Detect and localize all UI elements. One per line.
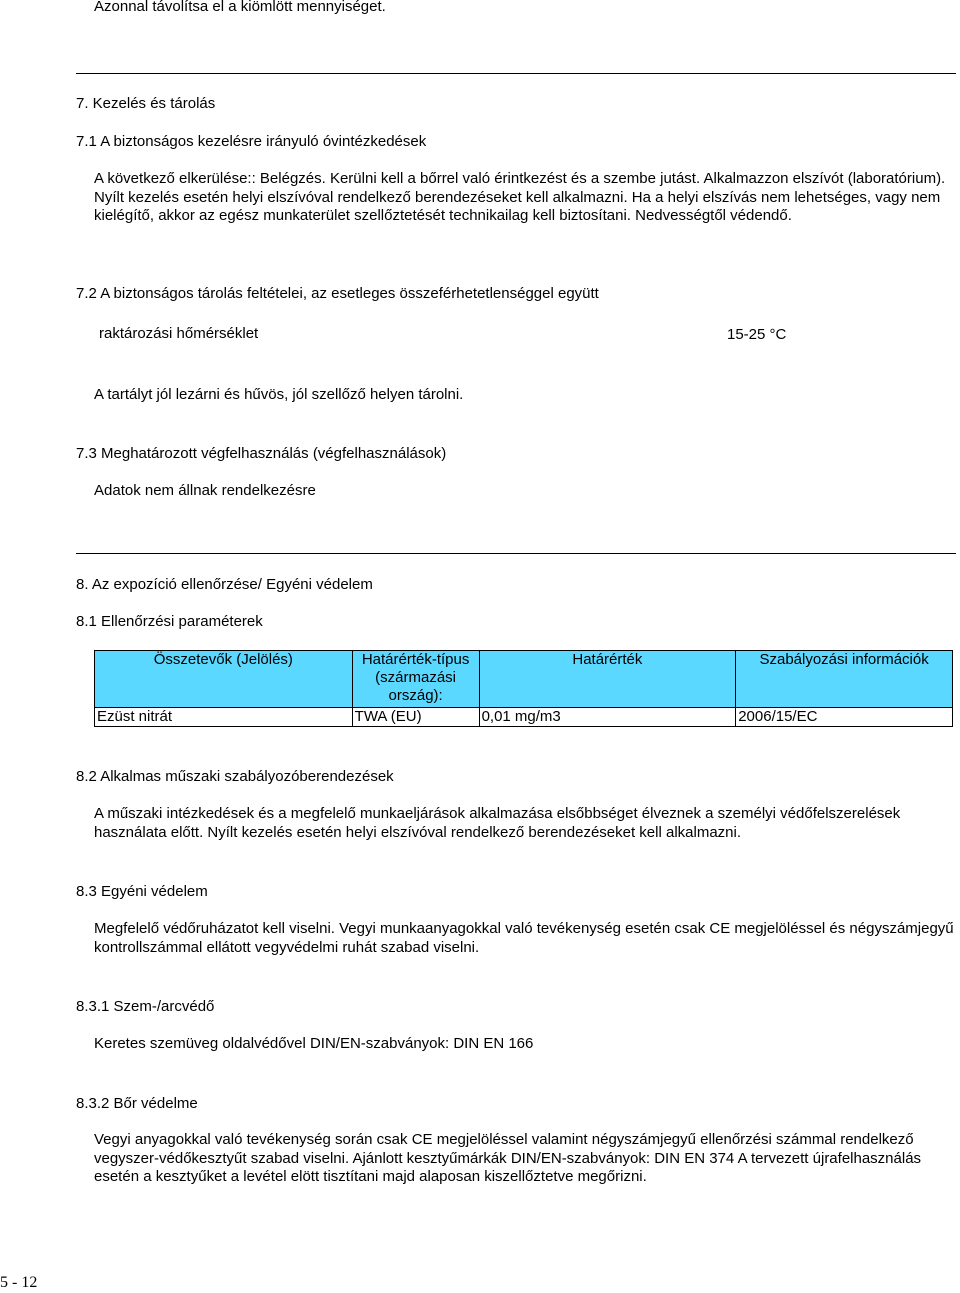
section-7-3-title: 7.3 Meghatározott végfelhasználás (végfelhasználások) (76, 445, 447, 462)
section-8-3-title: 8.3 Egyéni védelem (76, 883, 208, 900)
section-7-1-title: 7.1 A biztonságos kezelésre irányuló óvintézkedések (76, 133, 427, 150)
table-cell: 2006/15/EC (736, 708, 953, 727)
column-header: Határérték-típus (származási ország): (352, 651, 479, 708)
storage-temperature-value: 15-25 °C (727, 326, 787, 343)
storage-note: A tartályt jól lezárni és hűvös, jól szellőző helyen tárolni. (94, 386, 464, 403)
storage-temperature-label: raktározási hőmérséklet (99, 325, 259, 342)
section-divider (76, 73, 956, 74)
section-8-2-title: 8.2 Alkalmas műszaki szabályozóberendezések (76, 768, 394, 785)
section-8-3-1-text: Keretes szemüveg oldalvédővel DIN/EN-szabványok: DIN EN 166 (94, 1035, 534, 1052)
section-divider (76, 553, 956, 554)
section-7-title: 7. Kezelés és tárolás (76, 95, 216, 112)
column-header: Összetevők (Jelölés) (95, 651, 353, 708)
section-8-3-1-title: 8.3.1 Szem-/arcvédő (76, 998, 215, 1015)
section-8-1-title: 8.1 Ellenőrzési paraméterek (76, 613, 263, 630)
column-header: Határérték (479, 651, 736, 708)
section-8-title: 8. Az expozíció ellenőrzése/ Egyéni védelem (76, 576, 373, 593)
section-8-3-2-text: Vegyi anyagokkal való tevékenység során csak CE megjelöléssel valamint négyszámjegyű ellenőrzési számmal rendelkező vegyszer-védőkesztyűt szabad viselni. Ajánlott kesztyűmárkák DIN/EN-szabványok: DIN EN 374 A tervezett újrafelhasználás esetén a kesztyűket a levétel elött tisztítani majd alaposan kiszellőztetve megőrizni. (94, 1131, 922, 1185)
top-line: Azonnal távolítsa el a kiömlött mennyiséget. (94, 0, 386, 15)
section-7-1-text: A következő elkerülése:: Belégzés. Kerülni kell a bőrrel való érintkezést és a szembe jutást. Alkalmazzon elszívót (laboratórium). Nyílt kezelés esetén helyi elszívóval rendelkező berendezéseket kell alkalmazni. Ha a helyi elszívás nem lehetséges, vagy nem kielégítő, akkor az egész munkaterület szellőztetését technikailag kell biztosítani. Nedvességtől védendő. (94, 170, 946, 224)
table-cell: Ezüst nitrát (95, 708, 353, 727)
page-number: 5 - 12 (0, 1274, 38, 1291)
section-8-2-text: A műszaki intézkedések és a megfelelő munkaeljárások alkalmazása elsőbbséget élveznek a személyi védőfelszerelések használata előtt. Nyílt kezelés esetén helyi elszívóval rendelkező berendezéseket kell alkalmazni. (94, 805, 901, 841)
table-cell: 0,01 mg/m3 (479, 708, 736, 727)
table-row (95, 708, 953, 727)
section-7-3-text: Adatok nem állnak rendelkezésre (94, 482, 316, 499)
section-7-2-title: 7.2 A biztonságos tárolás feltételei, az esetleges összeférhetetlenséggel együtt (76, 285, 599, 302)
section-8-3-text: Megfelelő védőruházatot kell viselni. Vegyi munkaanyagokkal való tevékenység esetén csak CE megjelöléssel és négyszámjegyű kontrollszámmal ellátott vegyvédelmi ruhát szabad viselni. (94, 920, 954, 956)
table-header-row (95, 651, 953, 708)
column-header: Szabályozási információk (736, 651, 953, 708)
exposure-limits-table (94, 650, 953, 727)
section-8-3-2-title: 8.3.2 Bőr védelme (76, 1095, 198, 1112)
table-cell: TWA (EU) (352, 708, 479, 727)
